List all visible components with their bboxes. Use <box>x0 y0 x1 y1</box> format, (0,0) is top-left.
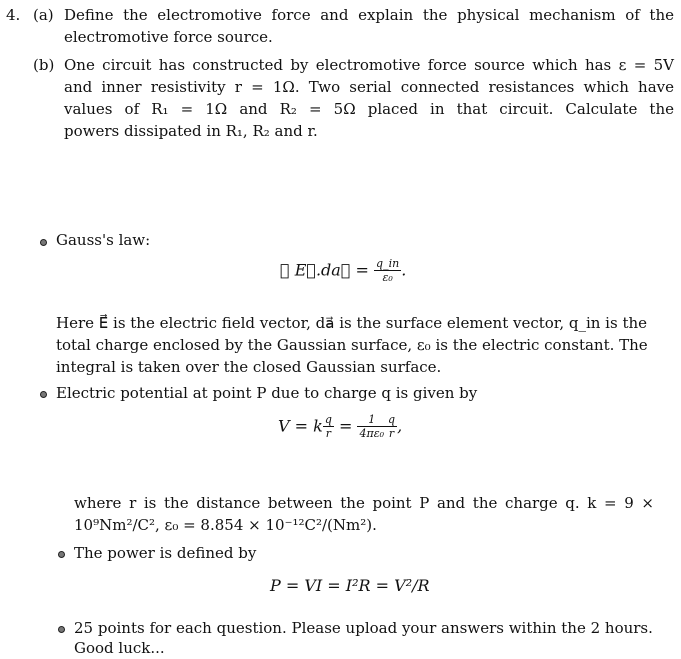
part-b-line-1: One circuit has constructed by electromotive force source which has ε = 5V <box>64 56 674 74</box>
part-b-label: (b) <box>33 56 55 74</box>
bullet-icon <box>40 239 47 246</box>
part-b-line-4: powers dissipated in R₁, R₂ and r. <box>64 122 318 140</box>
bullet-icon <box>58 551 65 558</box>
power-heading: The power is defined by <box>74 544 257 562</box>
potential-eq-f1-den: r <box>325 427 331 441</box>
part-a-label: (a) <box>33 6 54 24</box>
gauss-heading: Gauss's law: <box>56 231 151 249</box>
potential-eq-f3-den: r <box>388 427 395 441</box>
gauss-desc-line-1: Here E⃗ is the electric field vector, da⃗ is the surface element vector, q_in is the <box>56 314 648 332</box>
gauss-eq-numerator: q_in <box>376 257 400 270</box>
potential-eq-f3-num: q <box>388 413 396 426</box>
potential-desc-line-2: 10⁹Nm²/C², ε₀ = 8.854 × 10⁻¹²C²/(Nm²). <box>74 516 377 534</box>
gauss-equation <box>280 258 406 284</box>
gauss-eq-lhs: ∮ E⃗.da⃗ = <box>280 260 369 280</box>
part-b-line-3: values of R₁ = 1Ω and R₂ = 5Ω placed in that circuit. Calculate the <box>64 100 674 118</box>
gauss-desc-line-2: total charge enclosed by the Gaussian surface, ε₀ is the electric constant. The <box>56 336 648 354</box>
potential-desc-line-1: where r is the distance between the point P and the charge q. k = 9 × <box>74 494 654 512</box>
gauss-eq-denominator: ε₀ <box>382 271 393 285</box>
part-a-line-2: electromotive force source. <box>64 28 273 46</box>
potential-eq-f2-den: 4πε₀ <box>359 427 385 441</box>
part-a-line-1: Define the electromotive force and explain the physical mechanism of the <box>64 6 674 24</box>
potential-eq-f2-num: 1 <box>357 414 386 427</box>
question-number: 4. <box>6 6 21 24</box>
potential-eq-v: V = k <box>278 416 323 436</box>
potential-eq-equals: = <box>338 416 353 436</box>
gauss-eq-end: . <box>401 260 407 280</box>
potential-equation <box>278 414 402 440</box>
potential-eq-f1-num: q <box>324 413 332 426</box>
footer-line-1: 25 points for each question. Please upload your answers within the 2 hours. <box>74 619 653 637</box>
part-b-line-2: and inner resistivity r = 1Ω. Two serial connected resistances which have <box>64 78 674 96</box>
bullet-icon <box>58 626 65 633</box>
gauss-desc-line-3: integral is taken over the closed Gaussian surface. <box>56 358 442 376</box>
potential-heading: Electric potential at point P due to charge q is given by <box>56 384 478 402</box>
footer-line-2: Good luck... <box>74 639 165 657</box>
bullet-icon <box>40 391 47 398</box>
power-equation: P = VI = I²R = V²/R <box>270 576 430 595</box>
potential-eq-end: , <box>397 416 403 436</box>
